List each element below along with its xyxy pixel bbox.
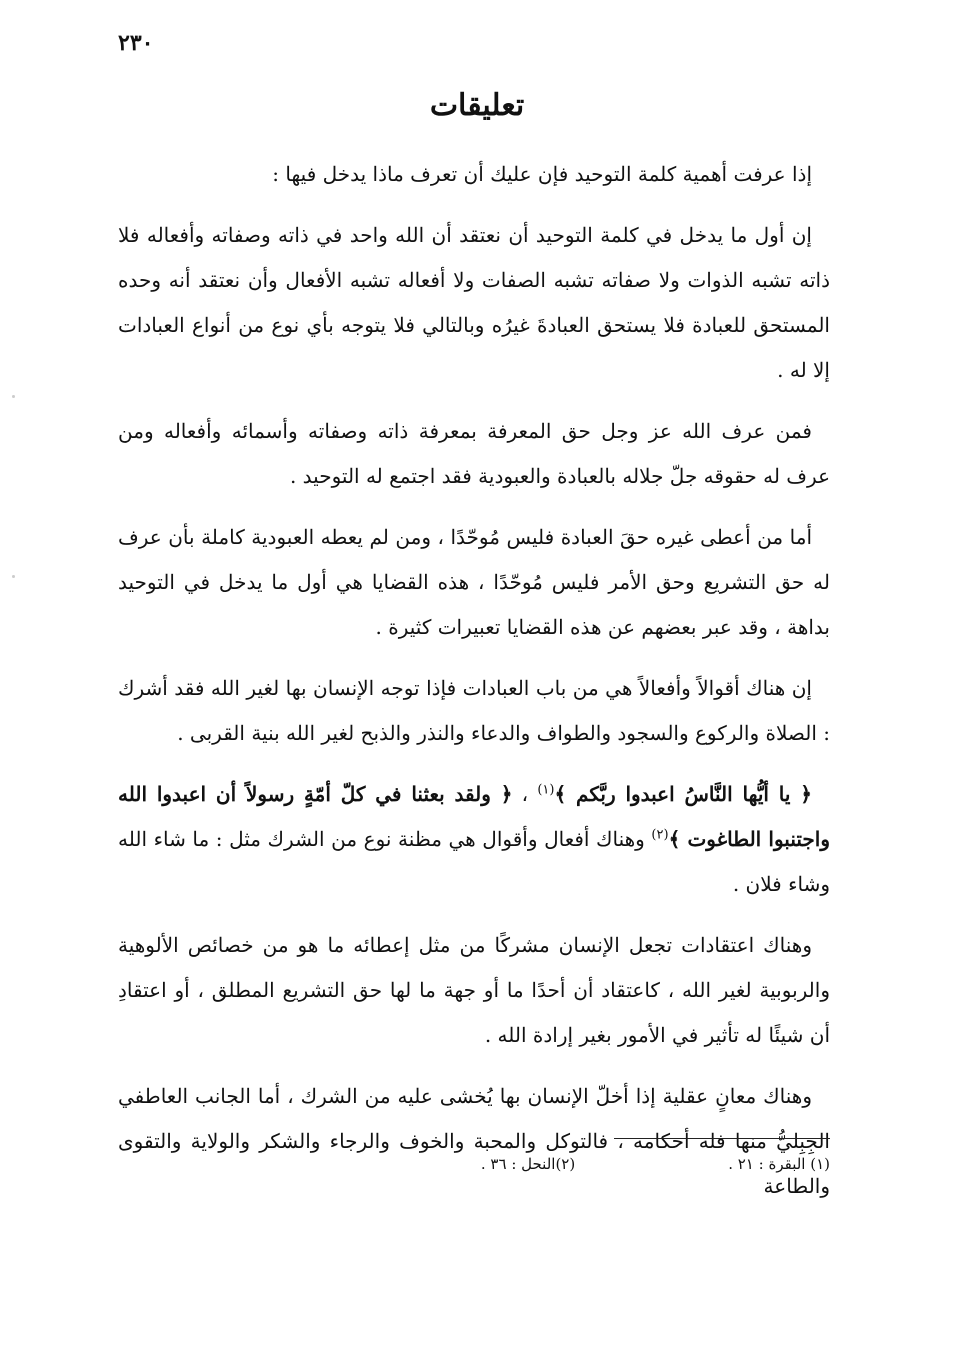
quran-verse-1: ﴿ يا أيُّها النَّاسُ اعبدوا ربَّكم ﴾ bbox=[554, 782, 812, 806]
footnote-2: (٢)النحل : ٣٦ . bbox=[480, 1155, 576, 1173]
paragraph-worship-rights: أما من أعطى غيره حقَ العبادة فليس مُوحّدًا ، ومن لم يعطه العبودية كاملة بأن عرف له حق التشريع وحق الأمر فليس مُوحّدًا ، هذه القضايا هي أول ما يدخل في التوحيد بداهة ، وقد عبر بعضهم عن هذه القضايا تعبيرات كثيرة . bbox=[118, 525, 830, 639]
page-number: ٢٣٠ bbox=[118, 30, 154, 56]
paragraph-mental-meanings: وهناك معانٍ عقلية إذا أخلّ الإنسان بها يُخشى عليه من الشرك ، أما الجانب العاطفي الجِبِليُّ منها فله أحكامه ، فالتوكل والمحبة والخوف والرجاء والشكر والولاية والتقوى والطاعة bbox=[118, 1084, 830, 1198]
footnote-divider bbox=[614, 1138, 830, 1139]
paragraph-acts-of-worship: إن هناك أقوالاً وأفعالاً هي من باب العبادات فإذا توجه الإنسان بها لغير الله فقد أشرك : الصلاة والركوع والسجود والطواف والدعاء والنذر والذبح لغير الله بنية القربى . bbox=[118, 676, 830, 745]
footnote-ref-1: (١) bbox=[537, 782, 555, 798]
paragraph-oneness: إن أول ما يدخل في كلمة التوحيد أن نعتقد أن الله واحد في ذاته وصفاته وأفعاله فلا ذاته تشبه الذوات ولا صفاته تشبه الصفات ولا أفعاله تشبه الأفعال وأن نعتقد أنه وحده المستحق للعبادة فلا يستحق العبادةَ غيرُه وبالتالي فلا يتوجه بأي نوع من أنواع العبادات إلا له . bbox=[118, 223, 830, 382]
quran-verse-2: ﴿ ولقد بعثنا في كلّ أمّةٍ رسولاً أن اعبدوا الله واجتنبوا الطاغوت ﴾ bbox=[118, 782, 830, 851]
paragraph-beliefs: وهناك اعتقادات تجعل الإنسان مشركًا من مثل إعطائه ما هو من خصائص الألوهية والربوبية لغير الله ، كاعتقاد أن أحدًا ما أو جهة ما لها حق التشريع المطلق ، أو اعتقادِ أن شيئًا له تأثير في الأمور بغير إرادة الله . bbox=[118, 933, 830, 1047]
scan-speck bbox=[12, 395, 15, 398]
main-text bbox=[118, 152, 830, 1225]
footnote-1: (١) البقرة : ٢١ . bbox=[728, 1155, 830, 1173]
paragraph-verses bbox=[118, 772, 830, 907]
verse-separator: ، bbox=[512, 782, 538, 806]
paragraph-intro: إذا عرفت أهمية كلمة التوحيد فإن عليك أن تعرف ماذا يدخل فيها : bbox=[272, 162, 812, 186]
page-title: تعليقات bbox=[429, 88, 525, 123]
scan-speck bbox=[12, 575, 15, 578]
paragraph-verses-rest: وهناك أفعال وأقوال هي مظنة نوع من الشرك مثل : ما شاء الله وشاء فلان . bbox=[118, 827, 830, 896]
footnotes bbox=[118, 1152, 830, 1176]
paragraph-knowledge: فمن عرف الله عز وجل حق المعرفة بمعرفة ذاته وصفاته وأسمائه وأفعاله ومن عرف له حقوقه جلّ جلاله بالعبادة والعبودية فقد اجتمع له التوحيد . bbox=[118, 419, 830, 488]
footnote-ref-2: (٢) bbox=[651, 827, 669, 843]
